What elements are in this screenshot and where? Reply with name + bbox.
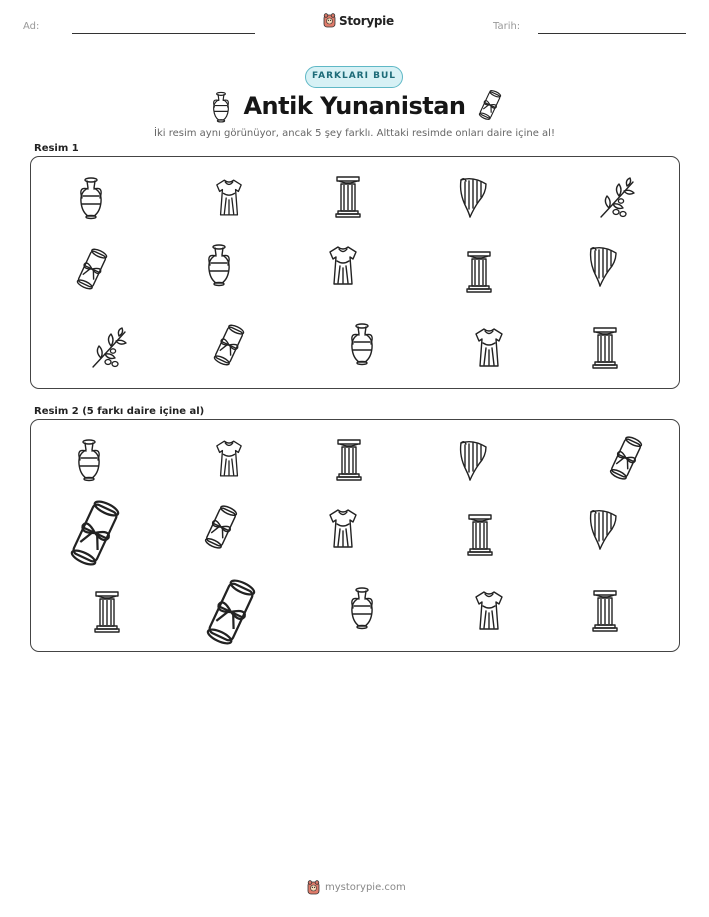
- name-label: Ad:: [23, 21, 40, 32]
- tunic-icon[interactable]: [473, 588, 505, 634]
- harp-icon[interactable]: [456, 437, 490, 483]
- harp-icon[interactable]: [456, 174, 490, 220]
- footer-url: mystorypie.com: [325, 882, 406, 893]
- amphora-icon[interactable]: [74, 436, 104, 484]
- bear-logo-icon: [323, 13, 336, 28]
- amphora-icon[interactable]: [76, 175, 106, 221]
- picture1-label: Resim 1: [34, 143, 79, 154]
- amphora-icon: [210, 91, 232, 127]
- scroll-icon[interactable]: [204, 576, 258, 648]
- scroll-icon[interactable]: [75, 245, 109, 293]
- picture1-panel: [30, 156, 680, 389]
- instructions-text: İki resim aynı görünüyor, ancak 5 şey farklı. Alttaki resimde onları daire içine al!: [154, 128, 555, 139]
- harp-icon[interactable]: [586, 506, 620, 552]
- column-icon[interactable]: [592, 588, 618, 634]
- picture2-panel: [30, 419, 680, 652]
- scroll-icon[interactable]: [203, 502, 239, 552]
- page-title: Antik Yunanistan: [243, 92, 466, 120]
- tunic-icon[interactable]: [214, 175, 244, 221]
- column-icon[interactable]: [592, 325, 618, 371]
- column-icon[interactable]: [94, 588, 120, 636]
- column-icon[interactable]: [467, 512, 493, 558]
- scroll-icon[interactable]: [64, 498, 126, 568]
- olive-branch-icon[interactable]: [89, 326, 129, 370]
- tunic-icon[interactable]: [473, 325, 505, 371]
- tunic-icon[interactable]: [214, 436, 244, 482]
- tunic-icon[interactable]: [327, 506, 359, 552]
- name-write-line[interactable]: [72, 33, 255, 34]
- amphora-icon[interactable]: [204, 241, 234, 289]
- column-icon[interactable]: [336, 436, 362, 484]
- activity-badge: FARKLARI BUL: [305, 66, 403, 88]
- olive-branch-icon[interactable]: [597, 176, 637, 220]
- scroll-icon: [477, 89, 503, 125]
- bear-logo-icon: [307, 880, 320, 895]
- tunic-icon[interactable]: [327, 243, 359, 289]
- scroll-icon[interactable]: [212, 321, 246, 369]
- picture2-label: Resim 2 (5 farkı daire içine al): [34, 406, 205, 417]
- scroll-icon[interactable]: [608, 433, 644, 483]
- amphora-icon[interactable]: [347, 320, 377, 368]
- brand-name: Storypie: [339, 13, 394, 28]
- column-icon[interactable]: [466, 249, 492, 295]
- column-icon[interactable]: [335, 173, 361, 221]
- brand-logo: [323, 13, 394, 28]
- footer: [307, 880, 406, 895]
- amphora-icon[interactable]: [347, 584, 377, 632]
- date-write-line[interactable]: [538, 33, 686, 34]
- harp-icon[interactable]: [586, 243, 620, 289]
- date-label: Tarih:: [493, 21, 521, 32]
